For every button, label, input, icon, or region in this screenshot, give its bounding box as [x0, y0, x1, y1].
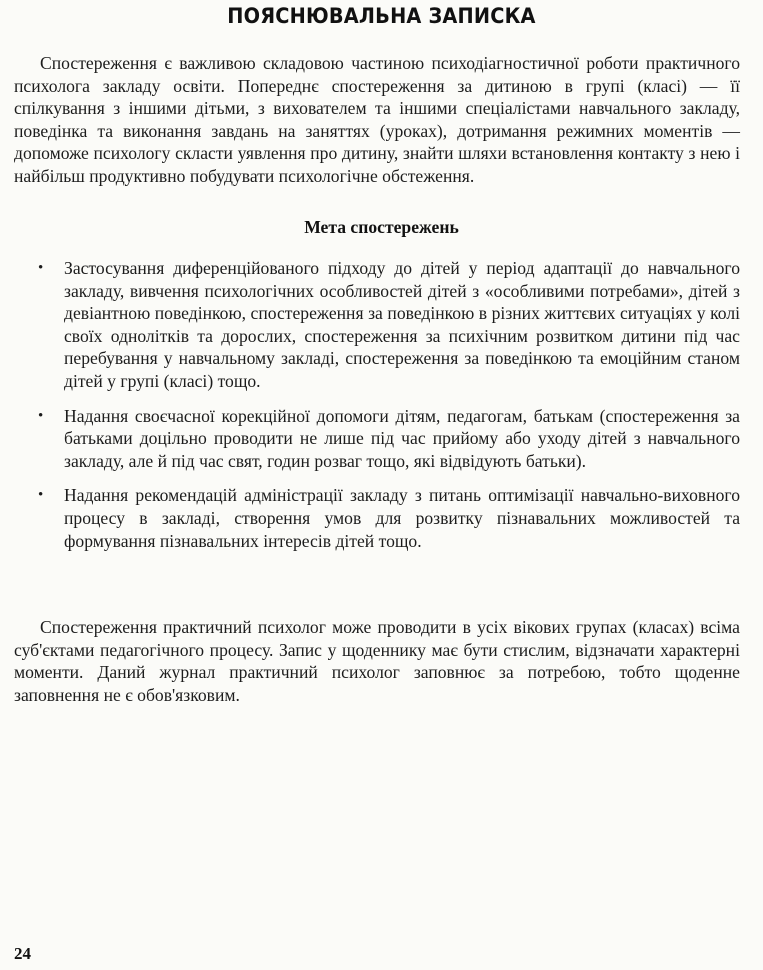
section-heading: Мета спостережень [304, 217, 459, 237]
bullet-icon: • [38, 260, 44, 276]
bullet-icon: • [38, 407, 44, 424]
page-number: 24 [14, 944, 31, 963]
list-item-text: Надання рекомендацій адміністрації закладу з питань оптимізації навчально-виховного процесу в закладі, створення умов для розвитку пізнавальних можливостей та формування пізнавальних інтересів дітей тощо. [64, 485, 740, 551]
list-item-text: Надання своєчасної корекційної допомоги дітям, педагогам, батькам (спостереження за батьками доцільно проводити не лише під час прийому або уходу дітей з навчального закладу, але й під час свят, годин розваг тощо, які відвідують батьки). [64, 405, 740, 471]
bullet-icon: • [38, 487, 44, 504]
list-item [14, 257, 740, 393]
outro-paragraph: Спостереження практичний психолог може проводити в усіх вікових групах (класах) всіма суб'єктами педагогічного процесу. Запис у щоденнику має бути стислим, відзначати характерні моменти. Даний журнал практичний психолог заповнює за потребою, тобто щоденне заповнення не є обов'язковим. [14, 617, 740, 705]
page-title: ПОЯСНЮВАЛЬНА ЗАПИСКА [227, 4, 536, 28]
list-item [14, 405, 740, 473]
list-item-text: Застосування диференційованого підходу до дітей у період адаптації до навчального закладу, вивчення психологічних особливостей дітей з «особливими потребами», дітей з девіантною поведінкою, спостереження за поведінкою в різних життєвих ситуаціях у колі своїх однолітків та дорослих, спостереження за психічним розвитком дитини під час перебування у навчальному закладі, спостереження за поведінкою та емоційним станом дітей у групі (класі) тощо. [64, 258, 740, 391]
list-item [14, 484, 740, 552]
goals-list [14, 257, 740, 564]
intro-paragraph: Спостереження є важливою складовою частиною психодіагностичної роботи практичного психолога закладу освіти. Попереднє спостереження за дитиною в групі (класі) — її спілкування з іншими дітьми, з вихователем та іншими спеціалістами навчального закладу, поведінка та виконання завдань на заняттях (уроках), дотримання режимних моментів — допоможе психологу скласти уявлення про дитину, знайти шляхи встановлення контакту з нею і найбільш продуктивно побудувати психологічне обстеження. [14, 53, 740, 186]
